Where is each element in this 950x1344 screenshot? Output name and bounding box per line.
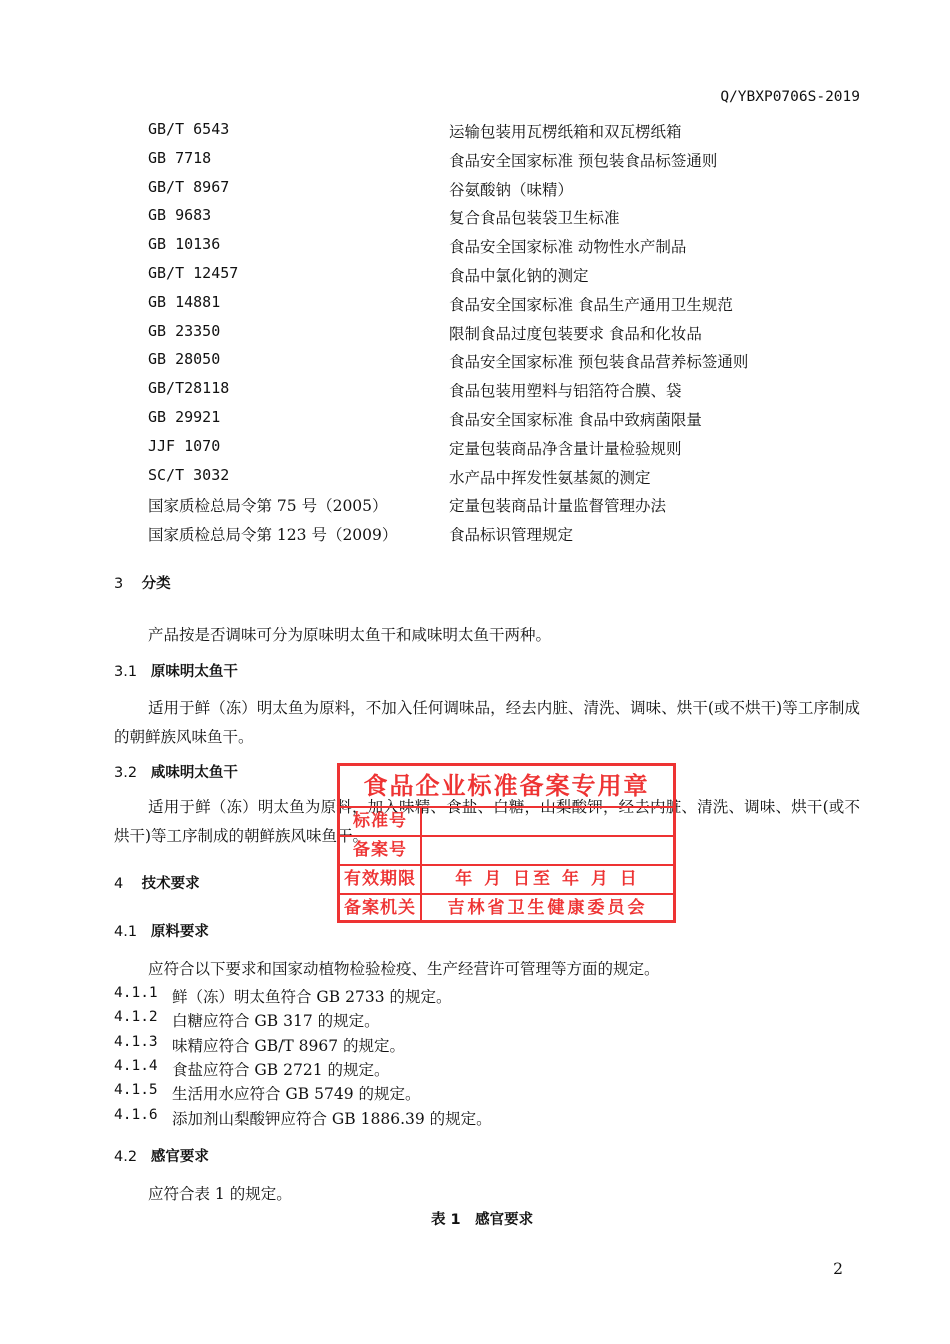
reference-title: 食品安全国家标准 食品生产通用卫生规范 [449, 295, 733, 314]
section-title: 分类 [141, 576, 171, 592]
reference-code: GB 9683 [148, 206, 212, 225]
section-4-heading [114, 872, 200, 893]
document-code: Q/YBXP0706S-2019 [720, 89, 860, 105]
item-text: 味精应符合 GB/T 8967 的规定。 [172, 1036, 406, 1055]
reference-title: 复合食品包装袋卫生标准 [449, 209, 620, 228]
stamp-value [422, 837, 673, 866]
section-number: 4.2 [114, 1149, 138, 1165]
item-number: 4.1.5 [114, 1082, 158, 1099]
reference-code: 国家质检总局令第 75 号（2005） [148, 497, 388, 516]
stamp-value [422, 808, 673, 837]
section-3-heading [114, 572, 171, 593]
reference-title: 食品标识管理规定 [449, 526, 574, 545]
reference-title: 运输包装用瓦楞纸箱和双瓦楞纸箱 [449, 123, 682, 141]
table-caption: 表 1 感官要求 [431, 1212, 534, 1228]
section-number: 3.2 [114, 765, 138, 781]
reference-title: 食品安全国家标准 预包装食品标签通则 [449, 151, 718, 170]
stamp-row-authority [340, 893, 673, 922]
section-number: 4 [114, 876, 124, 892]
reference-title: 定量包装商品净含量计量检验规则 [449, 439, 682, 458]
stamp-label: 备案号 [340, 837, 422, 866]
item-text: 添加剂山梨酸钾应符合 GB 1886.39 的规定。 [172, 1109, 492, 1128]
filing-stamp [337, 763, 676, 923]
section-title: 技术要求 [141, 876, 200, 892]
stamp-title: 食品企业标准备案专用章 [363, 772, 650, 800]
stamp-label: 有效期限 [340, 866, 422, 895]
reference-code: GB/T 6543 [148, 120, 230, 138]
section-title: 原料要求 [150, 924, 209, 940]
reference-code: SC/T 3032 [148, 465, 230, 484]
section-3-1-heading [114, 660, 238, 681]
reference-code: 国家质检总局令第 123 号（2009） [148, 526, 398, 545]
section-4-1-intro: 应符合以下要求和国家动植物检验检疫、生产经营许可管理等方面的规定。 [148, 960, 660, 978]
reference-title: 谷氨酸钠（味精） [449, 180, 574, 199]
stamp-label: 标准号 [340, 808, 422, 837]
reference-title: 食品安全国家标准 食品中致病菌限量 [449, 411, 702, 429]
section-3-2-text: 适用于鲜（冻）明太鱼为原料，加入味精、食盐、白糖，山梨酸钾，经去内脏、清洗、调味、烘干(或不烘干)等工序制成的朝鲜族风味鱼干。 [114, 798, 860, 845]
section-number: 3.1 [114, 664, 138, 680]
item-text: 食盐应符合 GB 2721 的规定。 [172, 1060, 390, 1079]
reference-code: GB 7718 [148, 148, 212, 167]
item-number: 4.1.2 [114, 1009, 158, 1026]
reference-title: 定量包装商品计量监督管理办法 [449, 497, 667, 516]
item-text: 生活用水应符合 GB 5749 的规定。 [172, 1085, 421, 1104]
reference-code: GB 29921 [148, 408, 221, 426]
item-number: 4.1.3 [114, 1033, 158, 1050]
reference-code: GB/T28118 [148, 379, 230, 398]
section-number: 3 [114, 576, 124, 592]
stamp-value: 吉林省卫生健康委员会 [447, 898, 648, 918]
reference-title: 限制食品过度包装要求 食品和化妆品 [449, 324, 702, 343]
reference-code: GB/T 12457 [148, 264, 239, 282]
section-3-2-heading [114, 761, 238, 782]
stamp-row-standard [340, 806, 673, 837]
section-4-1-heading [114, 920, 209, 941]
item-number: 4.1.1 [114, 985, 158, 1001]
reference-title: 食品安全国家标准 预包装食品营养标签通则 [449, 353, 749, 372]
reference-code: GB 14881 [148, 292, 221, 311]
reference-code: GB 23350 [148, 321, 221, 340]
section-3-1-text: 适用于鲜（冻）明太鱼为原料，不加入任何调味品，经去内脏、清洗、调味、烘干(或不烘干)等工序制成的朝鲜族风味鱼干。 [114, 699, 860, 746]
reference-code: GB 10136 [148, 235, 221, 254]
section-4-2-heading [114, 1145, 209, 1166]
item-text: 鲜（冻）明太鱼符合 GB 2733 的规定。 [172, 988, 452, 1006]
reference-code: GB 28050 [148, 350, 221, 369]
reference-code: JJF 1070 [148, 436, 221, 455]
section-title: 咸味明太鱼干 [150, 765, 238, 781]
reference-title: 水产品中挥发性氨基氮的测定 [449, 468, 651, 487]
reference-title: 食品包装用塑料与铝箔符合膜、袋 [449, 382, 682, 401]
stamp-row-validity [340, 864, 673, 895]
stamp-value: 年 月 日至 年 月 日 [455, 869, 640, 889]
reference-title: 食品安全国家标准 动物性水产制品 [449, 238, 687, 257]
item-number: 4.1.4 [114, 1057, 158, 1074]
item-text: 白糖应符合 GB 317 的规定。 [172, 1012, 380, 1031]
item-number: 4.1.6 [114, 1106, 158, 1123]
section-title: 原味明太鱼干 [150, 664, 238, 680]
page-number: 2 [833, 1260, 843, 1278]
section-3-intro: 产品按是否调味可分为原味明太鱼干和咸味明太鱼干两种。 [148, 626, 552, 644]
section-title: 感官要求 [150, 1149, 209, 1165]
section-4-2-text: 应符合表 1 的规定。 [148, 1185, 292, 1203]
stamp-label: 备案机关 [340, 895, 422, 922]
reference-code: GB/T 8967 [148, 177, 230, 196]
stamp-row-record [340, 835, 673, 866]
reference-title: 食品中氯化钠的测定 [449, 267, 589, 285]
section-number: 4.1 [114, 924, 138, 940]
